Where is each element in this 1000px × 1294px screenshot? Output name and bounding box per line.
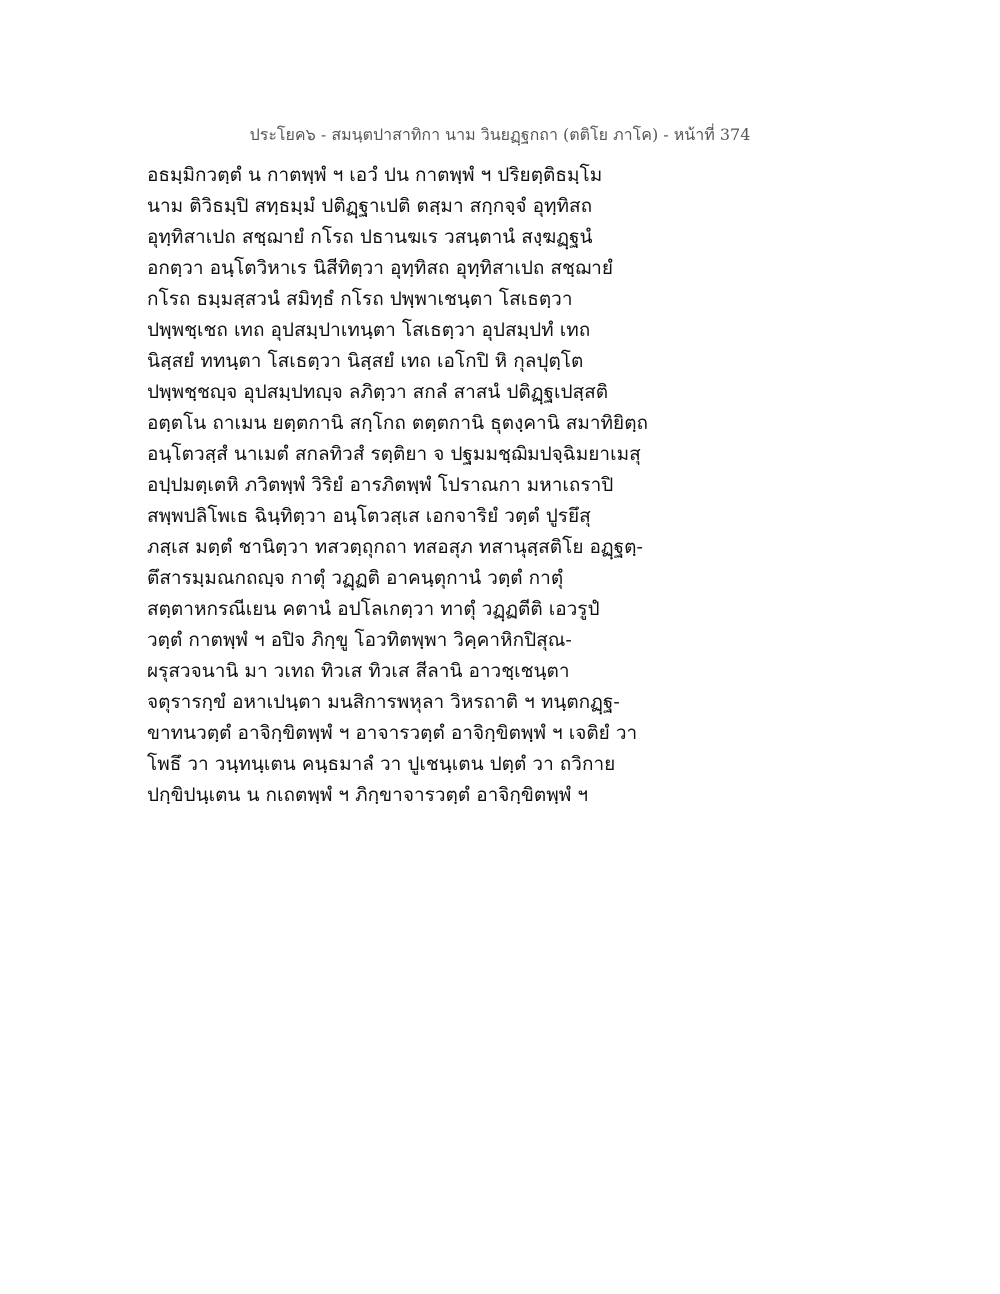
text-line-9: อตฺตโน ถาเมน ยตฺตกานิ สกฺโกถ ตตฺตกานิ ธุตงฺคานิ สมาทิยิตฺถ — [147, 412, 649, 434]
text-line-5: กโรถ ธมฺมสฺสวนํ สมิทฺธํ กโรถ ปพฺพาเชนฺตา โสเธตฺวา — [147, 288, 573, 310]
text-line-21: ปกฺขิปนฺเตน น กเถตพฺพํ ฯ ภิกฺขาจารวตฺตํ อาจิกฺขิตพฺพํ ฯ — [147, 784, 589, 806]
text-line-20: โพธึ วา วนฺทนฺเตน คนฺธมาลํ วา ปูเชนฺเตน ปตฺตํ วา ถวิกาย — [147, 753, 616, 775]
text-line-10: อนฺโตวสฺสํ นาเมตํ สกลทิวสํ รตฺติยา จ ปฐมมชฺฌิมปจฺฉิมยาเมสุ — [147, 443, 641, 465]
body-text — [147, 160, 707, 811]
text-line-18: จตุรารกฺขํ อหาเปนฺตา มนสิการพหุลา วิหรถาติ ฯ ทนฺตกฏฺฐ- — [147, 691, 620, 713]
text-line-8: ปพฺพชฺชญฺจ อุปสมฺปทญฺจ ลภิตฺวา สกลํ สาสนํ ปติฏฺฐเปสฺสติ — [147, 381, 609, 403]
text-line-3: อุทฺทิสาเปถ สชฺฌายํ กโรถ ปธานฆเร วสนฺตานํ สงฺฆฏฺฐนํ — [147, 226, 593, 248]
text-line-19: ขาทนวตฺตํ อาจิกฺขิตพฺพํ ฯ อาจารวตฺตํ อาจิกฺขิตพฺพํ ฯ เจติยํ วา — [147, 722, 638, 744]
text-line-13: ภสฺเส มตฺตํ ชานิตฺวา ทสวตฺถุกถา ทสอสุภ ทสานุสฺสติโย อฏฺฐตฺ- — [147, 536, 643, 558]
text-line-15: สตฺตาหกรณีเยน คตานํ อปโลเกตฺวา ทาตุํ วฏฺฏตีติ เอวรูปํ — [147, 598, 600, 620]
text-line-2: นาม ติวิธมฺปิ สทฺธมฺมํ ปติฏฺฐาเปติ ตสฺมา สกฺกจฺจํ อุทฺทิสถ — [147, 195, 593, 217]
text-line-6: ปพฺพชฺเชถ เทถ อุปสมฺปาเทนฺตา โสเธตฺวา อุปสมฺปทํ เทถ — [147, 319, 591, 341]
running-header: ประโยค๖ - สมนฺตปาสาทิกา นาม วินยฏฺฐกถา (ตติโย ภาโค) - หน้าที่ 374 — [249, 125, 751, 144]
text-line-11: อปฺปมตฺเตหิ ภวิตพฺพํ วิริยํ อารภิตพฺพํ โปราณกา มหาเถราปิ — [147, 474, 614, 496]
text-line-14: ตึสารมฺมณกถญฺจ กาตุํ วฏฺฏติ อาคนฺตุกานํ วตฺตํ กาตุํ — [147, 567, 564, 589]
text-line-7: นิสฺสยํ ททนฺตา โสเธตฺวา นิสฺสยํ เทถ เอโกปิ หิ กุลปุตฺโต — [147, 350, 584, 372]
text-line-4: อกตฺวา อนฺโตวิหาเร นิสีทิตฺวา อุทฺทิสถ อุทฺทิสาเปถ สชฺฌายํ — [147, 257, 613, 279]
text-line-17: ผรุสวจนานิ มา วเทถ ทิวเส ทิวเส สีลานิ อาวชฺเชนฺตา — [147, 660, 570, 682]
text-line-12: สพฺพปลิโพเธ ฉินฺทิตฺวา อนฺโตวสฺเส เอกจาริยํ วตฺตํ ปูรยึสุ — [147, 505, 591, 527]
text-line-1: อธมฺมิกวตฺตํ น กาตพฺพํ ฯ เอวํ ปน กาตพฺพํ ฯ ปริยตฺติธมฺโม — [147, 164, 603, 186]
text-line-16: วตฺตํ กาตพฺพํ ฯ อปิจ ภิกฺขู โอวทิตพฺพา วิคฺคาหิกปิสุณ- — [147, 629, 572, 651]
